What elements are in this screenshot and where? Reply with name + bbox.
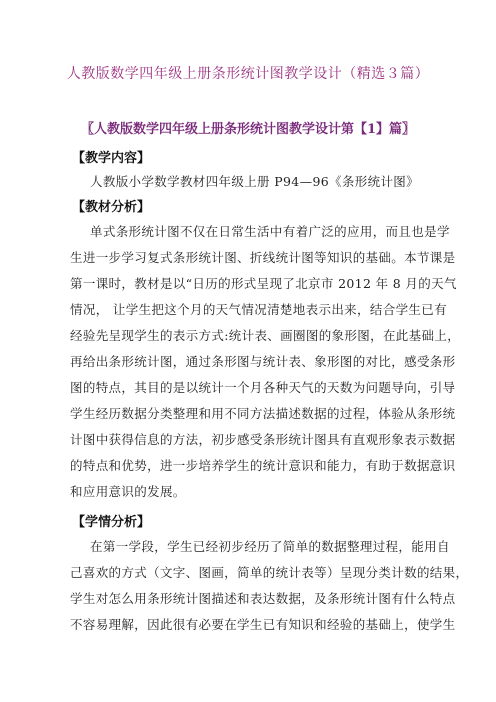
material-line: 第一课时，教材是以“日历的形式呈现了北京市 2012 年 8 月的天气 bbox=[70, 276, 457, 291]
material-line: 生进一步学习复式条形统计图、折线统计图等知识的基础。本节课是 bbox=[70, 250, 456, 265]
heading-material-analysis: 【教材分析】 bbox=[72, 200, 151, 215]
section-title: 〖人教版数学四年级上册条形统计图教学设计第【1】篇〗 bbox=[80, 122, 416, 137]
material-line: 情况， 让学生把这个月的天气情况清楚地表示出来，结合学生已有 bbox=[70, 302, 447, 317]
material-line: 单式条形统计图不仅在日常生活中有着广泛的应用，而且也是学 bbox=[90, 224, 450, 239]
student-line: 在第一学段，学生已经初步经历了简单的数据整理过程，能用自 bbox=[90, 539, 450, 554]
material-line: 图的特点，其目的是以统计一个月各种天气的天数为问题导向，引导 bbox=[70, 380, 456, 395]
material-line: 经验先呈现学生的表示方式:统计表、画圈图的象形图，在此基础上， bbox=[70, 328, 461, 343]
material-line: 和应用意识的发展。 bbox=[70, 484, 186, 499]
student-line: 学生对怎么用条形统计图描述和表达数据，及条形统计图有什么特点 bbox=[70, 591, 456, 606]
student-line: 己喜欢的方式（文字、图画，简单的统计表等）呈现分类计数的结果， bbox=[70, 565, 469, 580]
material-line: 再给出条形统计图，通过条形图与统计表、象形图的对比，感受条形 bbox=[70, 354, 456, 369]
material-line: 学生经历数据分类整理和用不同方法描述数据的过程，体验从条形统 bbox=[70, 406, 456, 421]
student-line: 不容易理解，因此很有必要在学生已有知识和经验的基础上，使学生 bbox=[70, 617, 456, 632]
teaching-content-text: 人教版小学数学教材四年级上册 P94—96《条形统计图》 bbox=[90, 174, 419, 189]
heading-student-analysis: 【学情分析】 bbox=[72, 515, 151, 530]
material-line: 计图中获得信息的方法，初步感受条形统计图具有直观形象表示数据 bbox=[70, 432, 456, 447]
document-title: 人教版数学四年级上册条形统计图教学设计（精选３篇） bbox=[66, 66, 430, 82]
material-line: 的特点和优势，进一步培养学生的统计意识和能力，有助于数据意识 bbox=[70, 458, 456, 473]
heading-teaching-content: 【教学内容】 bbox=[72, 151, 151, 166]
